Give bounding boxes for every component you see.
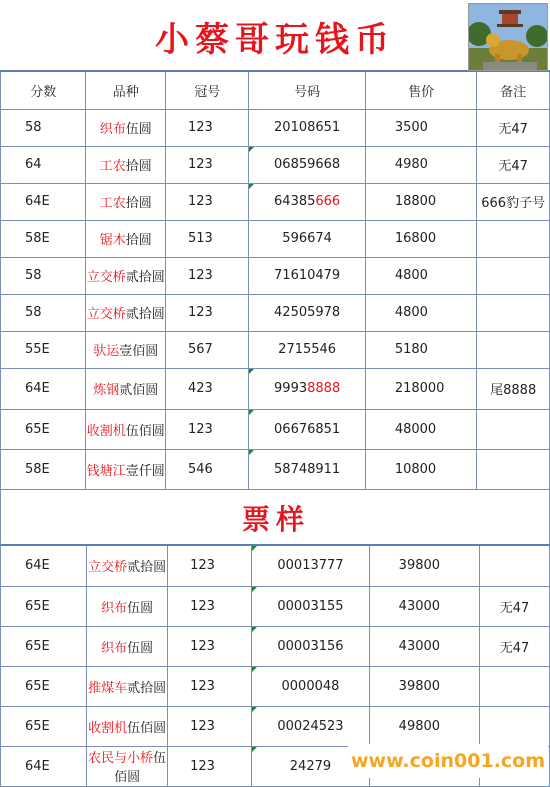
variety-cell	[87, 626, 168, 666]
score-cell: 65E	[1, 586, 87, 626]
serial-number: 9993	[274, 381, 308, 396]
score-cell: 58	[1, 257, 86, 294]
variety-cell	[86, 146, 166, 183]
prefix-cell: 123	[165, 146, 248, 183]
note-cell: 无47	[477, 146, 550, 183]
variety-denomination: 拾圆	[125, 159, 152, 174]
note-cell	[477, 294, 550, 331]
price-cell: 218000	[365, 368, 477, 409]
header-score: 分数	[1, 72, 86, 109]
table-row	[1, 546, 550, 586]
price-cell: 5180	[365, 331, 477, 368]
note-cell: 尾8888	[477, 368, 550, 409]
variety-design: 驮运	[93, 344, 120, 359]
prefix-cell: 123	[165, 409, 248, 449]
serial-number: 20108651	[274, 120, 341, 135]
number-cell	[252, 546, 369, 586]
note-cell: 无47	[477, 109, 550, 146]
number-cell	[249, 409, 365, 449]
number-cell	[249, 331, 365, 368]
variety-design: 炼钢	[93, 383, 120, 398]
price-cell: 10800	[365, 449, 477, 489]
variety-cell	[86, 294, 166, 331]
prefix-cell: 123	[168, 546, 252, 586]
header-price: 售价	[365, 72, 477, 109]
table-row	[1, 586, 550, 626]
table-row	[1, 146, 550, 183]
number-cell	[249, 220, 365, 257]
price-table	[0, 72, 550, 490]
serial-number: 2715546	[278, 342, 337, 357]
price-cell: 43000	[369, 626, 479, 666]
note-cell	[477, 331, 550, 368]
variety-cell	[86, 449, 166, 489]
variety-denomination: 拾圆	[125, 196, 152, 211]
score-cell: 58	[1, 294, 86, 331]
table-row	[1, 331, 550, 368]
serial-number: 42505978	[274, 305, 341, 320]
variety-denomination: 伍圆	[127, 640, 154, 656]
note-cell	[480, 666, 550, 706]
serial-number: 0000048	[281, 678, 340, 694]
variety-cell	[87, 706, 168, 746]
note-cell	[477, 220, 550, 257]
score-cell: 64E	[1, 183, 86, 220]
site-watermark: www.coin001.com	[348, 744, 548, 778]
variety-denomination: 伍佰圆	[127, 720, 167, 736]
variety-cell	[87, 666, 168, 706]
table-row	[1, 449, 550, 489]
note-cell: 无47	[480, 586, 550, 626]
score-cell: 58E	[1, 449, 86, 489]
header-variety: 品种	[86, 72, 166, 109]
serial-number-highlight: 8888	[307, 381, 341, 396]
serial-number: 00003155	[277, 598, 344, 614]
score-cell: 65E	[1, 409, 86, 449]
prefix-cell: 123	[165, 257, 248, 294]
prefix-cell: 123	[168, 746, 252, 786]
note-cell: 无47	[480, 626, 550, 666]
table-row	[1, 409, 550, 449]
variety-design: 农民与小桥	[88, 751, 154, 766]
serial-number-highlight: 666	[315, 194, 341, 209]
price-cell: 16800	[365, 220, 477, 257]
variety-design: 织布	[101, 640, 128, 656]
variety-denomination: 伍佰圆	[114, 751, 167, 785]
price-cell: 3500	[365, 109, 477, 146]
score-cell: 58	[1, 109, 86, 146]
serial-number: 596674	[282, 231, 332, 246]
prefix-cell: 123	[168, 626, 252, 666]
price-cell: 4800	[365, 294, 477, 331]
prefix-cell: 513	[165, 220, 248, 257]
price-cell: 39800	[369, 546, 479, 586]
table-row	[1, 294, 550, 331]
variety-design: 钱塘江	[86, 463, 126, 479]
table-row	[1, 109, 550, 146]
prefix-cell: 123	[168, 666, 252, 706]
note-cell: 666豹子号	[477, 183, 550, 220]
price-cell: 48000	[365, 409, 477, 449]
table-header-row	[1, 72, 550, 109]
variety-denomination: 伍圆	[127, 600, 154, 616]
variety-cell	[86, 109, 166, 146]
variety-cell	[87, 746, 168, 786]
prefix-cell: 123	[165, 109, 248, 146]
prefix-cell: 123	[168, 706, 252, 746]
score-cell: 64E	[1, 368, 86, 409]
score-cell: 65E	[1, 706, 87, 746]
table-row	[1, 220, 550, 257]
price-cell: 18800	[365, 183, 477, 220]
number-cell	[252, 706, 369, 746]
number-cell	[252, 626, 369, 666]
serial-number: 06859668	[274, 157, 341, 172]
prefix-cell: 546	[165, 449, 248, 489]
variety-design: 收割机	[88, 720, 128, 736]
note-cell	[477, 409, 550, 449]
variety-cell	[87, 546, 168, 586]
prefix-cell: 123	[165, 183, 248, 220]
variety-design: 工农	[99, 159, 126, 174]
score-cell: 58E	[1, 220, 86, 257]
header-note: 备注	[477, 72, 550, 109]
title-row	[0, 0, 550, 72]
table-row	[1, 257, 550, 294]
number-cell	[252, 586, 369, 626]
variety-denomination: 贰拾圆	[127, 680, 167, 696]
number-cell	[249, 449, 365, 489]
prefix-cell: 423	[165, 368, 248, 409]
variety-design: 推煤车	[88, 680, 128, 696]
header-number: 号码	[249, 72, 365, 109]
price-cell: 4980	[365, 146, 477, 183]
variety-design: 立交桥	[88, 560, 128, 576]
pixiu-statue-photo	[468, 3, 548, 71]
serial-number: 06676851	[274, 421, 341, 437]
variety-cell	[87, 586, 168, 626]
variety-denomination: 贰拾圆	[125, 270, 165, 285]
table-row	[1, 183, 550, 220]
variety-design: 锯木	[99, 233, 126, 248]
serial-number: 00024523	[277, 718, 344, 734]
specimen-section-row	[0, 488, 550, 546]
variety-design: 收割机	[86, 423, 126, 439]
serial-number: 00003156	[277, 638, 344, 654]
number-cell	[249, 257, 365, 294]
price-cell: 4800	[365, 257, 477, 294]
variety-design: 织布	[101, 600, 128, 616]
serial-number: 00013777	[277, 558, 344, 574]
variety-cell	[86, 257, 166, 294]
variety-denomination: 壹仟圆	[125, 463, 165, 479]
table-row	[1, 706, 550, 746]
variety-denomination: 拾圆	[125, 233, 152, 248]
number-cell	[249, 368, 365, 409]
number-cell	[249, 109, 365, 146]
note-cell	[480, 706, 550, 746]
page-title: 小蔡哥玩钱币	[155, 20, 395, 60]
variety-design: 立交桥	[86, 270, 126, 285]
number-cell	[249, 146, 365, 183]
table-row	[1, 626, 550, 666]
header-prefix: 冠号	[165, 72, 248, 109]
note-cell	[477, 257, 550, 294]
variety-denomination: 壹佰圆	[119, 344, 159, 359]
price-cell: 43000	[369, 586, 479, 626]
number-cell	[252, 666, 369, 706]
variety-denomination: 伍佰圆	[125, 423, 165, 439]
variety-cell	[86, 409, 166, 449]
price-cell: 49800	[369, 706, 479, 746]
prefix-cell: 567	[165, 331, 248, 368]
score-cell: 65E	[1, 666, 87, 706]
variety-cell	[86, 183, 166, 220]
variety-cell	[86, 331, 166, 368]
price-cell: 39800	[369, 666, 479, 706]
variety-denomination: 伍圆	[125, 122, 152, 137]
table-row	[1, 666, 550, 706]
variety-denomination: 贰拾圆	[125, 307, 165, 322]
number-cell	[249, 294, 365, 331]
note-cell	[480, 546, 550, 586]
variety-cell	[86, 368, 166, 409]
variety-design: 工农	[99, 196, 126, 211]
score-cell: 55E	[1, 331, 86, 368]
score-cell: 65E	[1, 626, 87, 666]
prefix-cell: 123	[165, 294, 248, 331]
prefix-cell: 123	[168, 586, 252, 626]
score-cell: 64E	[1, 746, 87, 786]
serial-number: 71610479	[274, 268, 341, 283]
number-cell	[249, 183, 365, 220]
note-cell	[477, 449, 550, 489]
variety-cell	[86, 220, 166, 257]
variety-design: 立交桥	[86, 307, 126, 322]
variety-design: 织布	[99, 122, 126, 137]
serial-number: 24279	[289, 758, 332, 774]
score-cell: 64	[1, 146, 86, 183]
serial-number: 58748911	[274, 461, 341, 477]
variety-denomination: 贰佰圆	[119, 383, 159, 398]
serial-number: 64385	[274, 194, 316, 209]
specimen-section-title: 票样	[241, 503, 310, 536]
table-row	[1, 368, 550, 409]
score-cell: 64E	[1, 546, 87, 586]
variety-denomination: 贰拾圆	[127, 560, 167, 576]
